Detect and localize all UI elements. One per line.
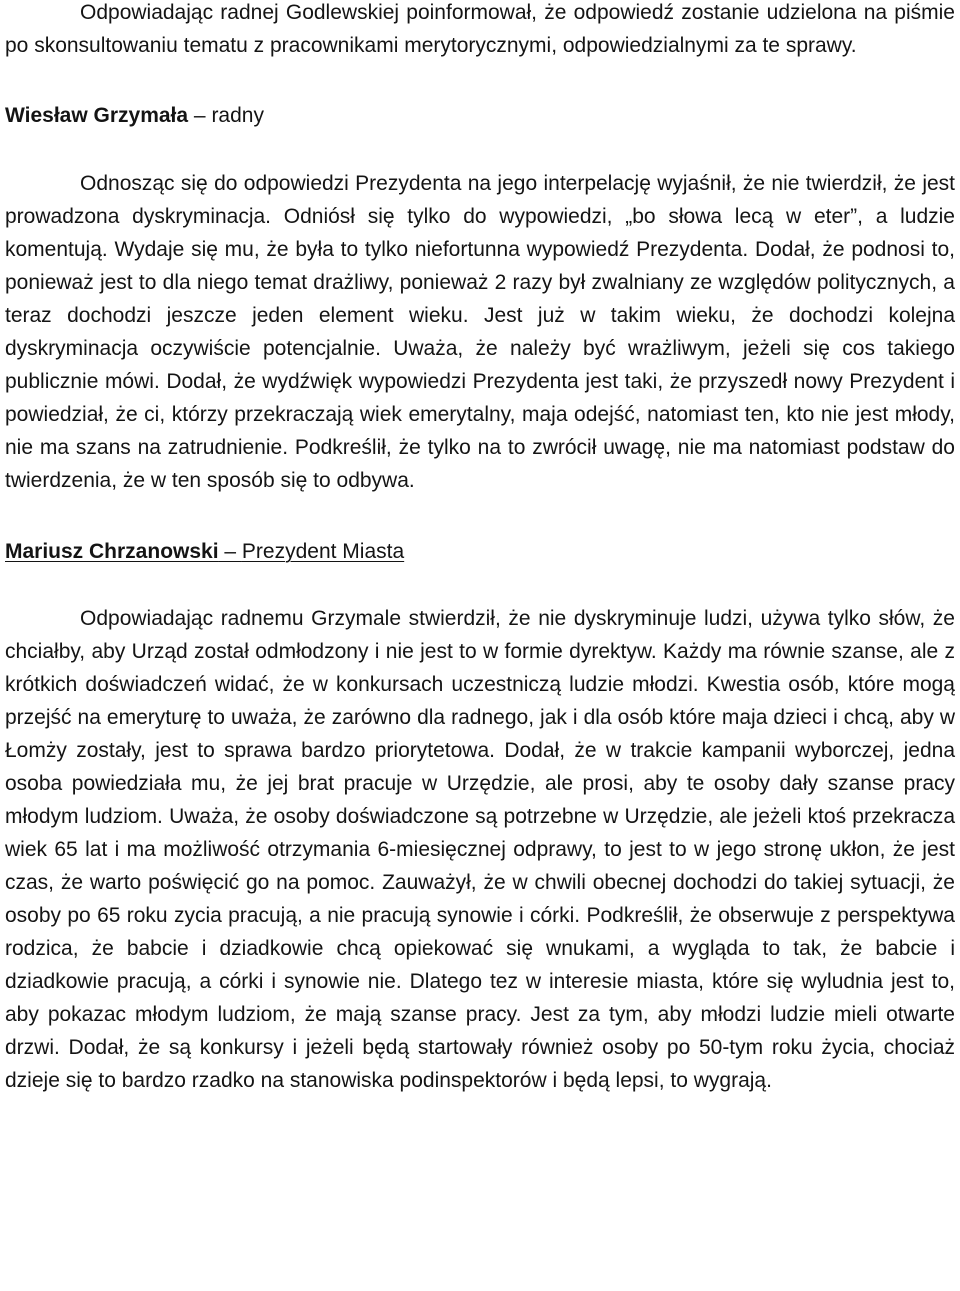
- speaker-separator: –: [218, 540, 242, 563]
- paragraph-grzymala-statement: Odnosząc się do odpowiedzi Prezydenta na jego interpelację wyjaśnił, że nie twierdził, że jest prowadzona dyskryminacja. Odniósł się tylko do wypowiedzi, „bo słowa lecą w eter”, a ludzie komentują. Wydaje się mu, że była to tylko niefortunna wypowiedź Prezydenta. Dodał, że podnosi to, ponieważ jest to dla niego temat drażliwy, ponieważ 2 razy był zwalniany ze względów politycznych, a teraz dochodzi jeszcze jeden element wieku. Jest już w takim wieku, że dochodzi kolejna dyskryminacja oczywiście potencjalnie. Uważa, że należy być wrażliwym, jeżeli się cos takiego publicznie mówi. Dodał, że wydźwięk wypowiedzi Prezydenta jest taki, że przyszedł nowy Prezydent i powiedział, że ci, którzy przekraczają wiek emerytalny, maja odejść, natomiast ten, kto nie jest młody, nie ma szans na zatrudnienie. Podkreślił, że tylko na to zwrócił uwagę, nie ma natomiast podstaw do twierdzenia, że w ten sposób się to odbywa.: [5, 172, 955, 492]
- speaker-role: radny: [211, 104, 264, 127]
- paragraph-spacer: [5, 568, 955, 602]
- paragraph-spacer: [5, 62, 955, 99]
- speaker-separator: –: [188, 104, 212, 127]
- paragraph-chrzanowski-response: Odpowiadając radnemu Grzymale stwierdził, że nie dyskryminuje ludzi, używa tylko słów, że chciałby, aby Urząd został odmłodzony i nie jest to w formie dyrektyw. Każdy ma równie szanse, ale z krótkich doświadczeń widać, że w konkursach uczestniczą ludzie młodzi. Kwestia osób, które mogą przejść na emeryturę to uważa, że zarówno dla radnego, jak i dla osób które maja dzieci i chcą, aby w Łomży zostały, jest to sprawa bardzo priorytetowa. Dodał, że w trakcie kampanii wyborczej, jedna osoba powiedziała mu, że jej brat pracuje w Urzędzie, ale prosi, aby te osoby dały szanse pracy młodym ludziom. Uważa, że osoby doświadczone są potrzebne w Urzędzie, ale jeżeli ktoś przekracza wiek 65 lat i ma możliwość otrzymania 6-miesięcznej odprawy, to jest to w jego stronę ukłon, że jest czas, że warto poświęcić go na pomoc. Zauważył, że w chwili obecnej dochodzi do takiej sytuacji, że osoby po 65 roku zycia pracują, a nie pracują synowie i córki. Podkreślił, że obserwuje z perspektywa rodzica, że babcie i dziadkowie chcą opiekować się wnukami, a wygląda to tak, że babcie i dziadkowie pracują, a córki i synowie nie. Dlatego tez w interesie miasta, które się wyludnia jest to, aby pokazac młodym ludziom, że mają szanse pracy. Jest za tym, aby młodzi ludzie mieli otwarte drzwi. Dodał, że są konkursy i jeżeli będą startowały również osoby po 50-tym roku życia, chociaż dzieje się to bardzo rzadko na stanowiska podinspektorów i będą lepsi, to wygrają.: [5, 607, 955, 1092]
- speaker-heading-chrzanowski: [5, 535, 955, 568]
- paragraph-spacer: [5, 132, 955, 167]
- paragraph-spacer: [5, 497, 955, 535]
- paragraph-response-godlewska: Odpowiadając radnej Godlewskiej poinformował, że odpowiedź zostanie udzielona na piśmie po skonsultowaniu tematu z pracownikami merytorycznymi, odpowiedzialnymi za te sprawy.: [5, 1, 955, 57]
- document-page: [5, 0, 955, 1097]
- speaker-name: Mariusz Chrzanowski: [5, 540, 219, 563]
- speaker-heading-grzymala: [5, 99, 955, 132]
- speaker-role: Prezydent Miasta: [241, 540, 405, 563]
- speaker-name: Wiesław Grzymała: [5, 104, 189, 127]
